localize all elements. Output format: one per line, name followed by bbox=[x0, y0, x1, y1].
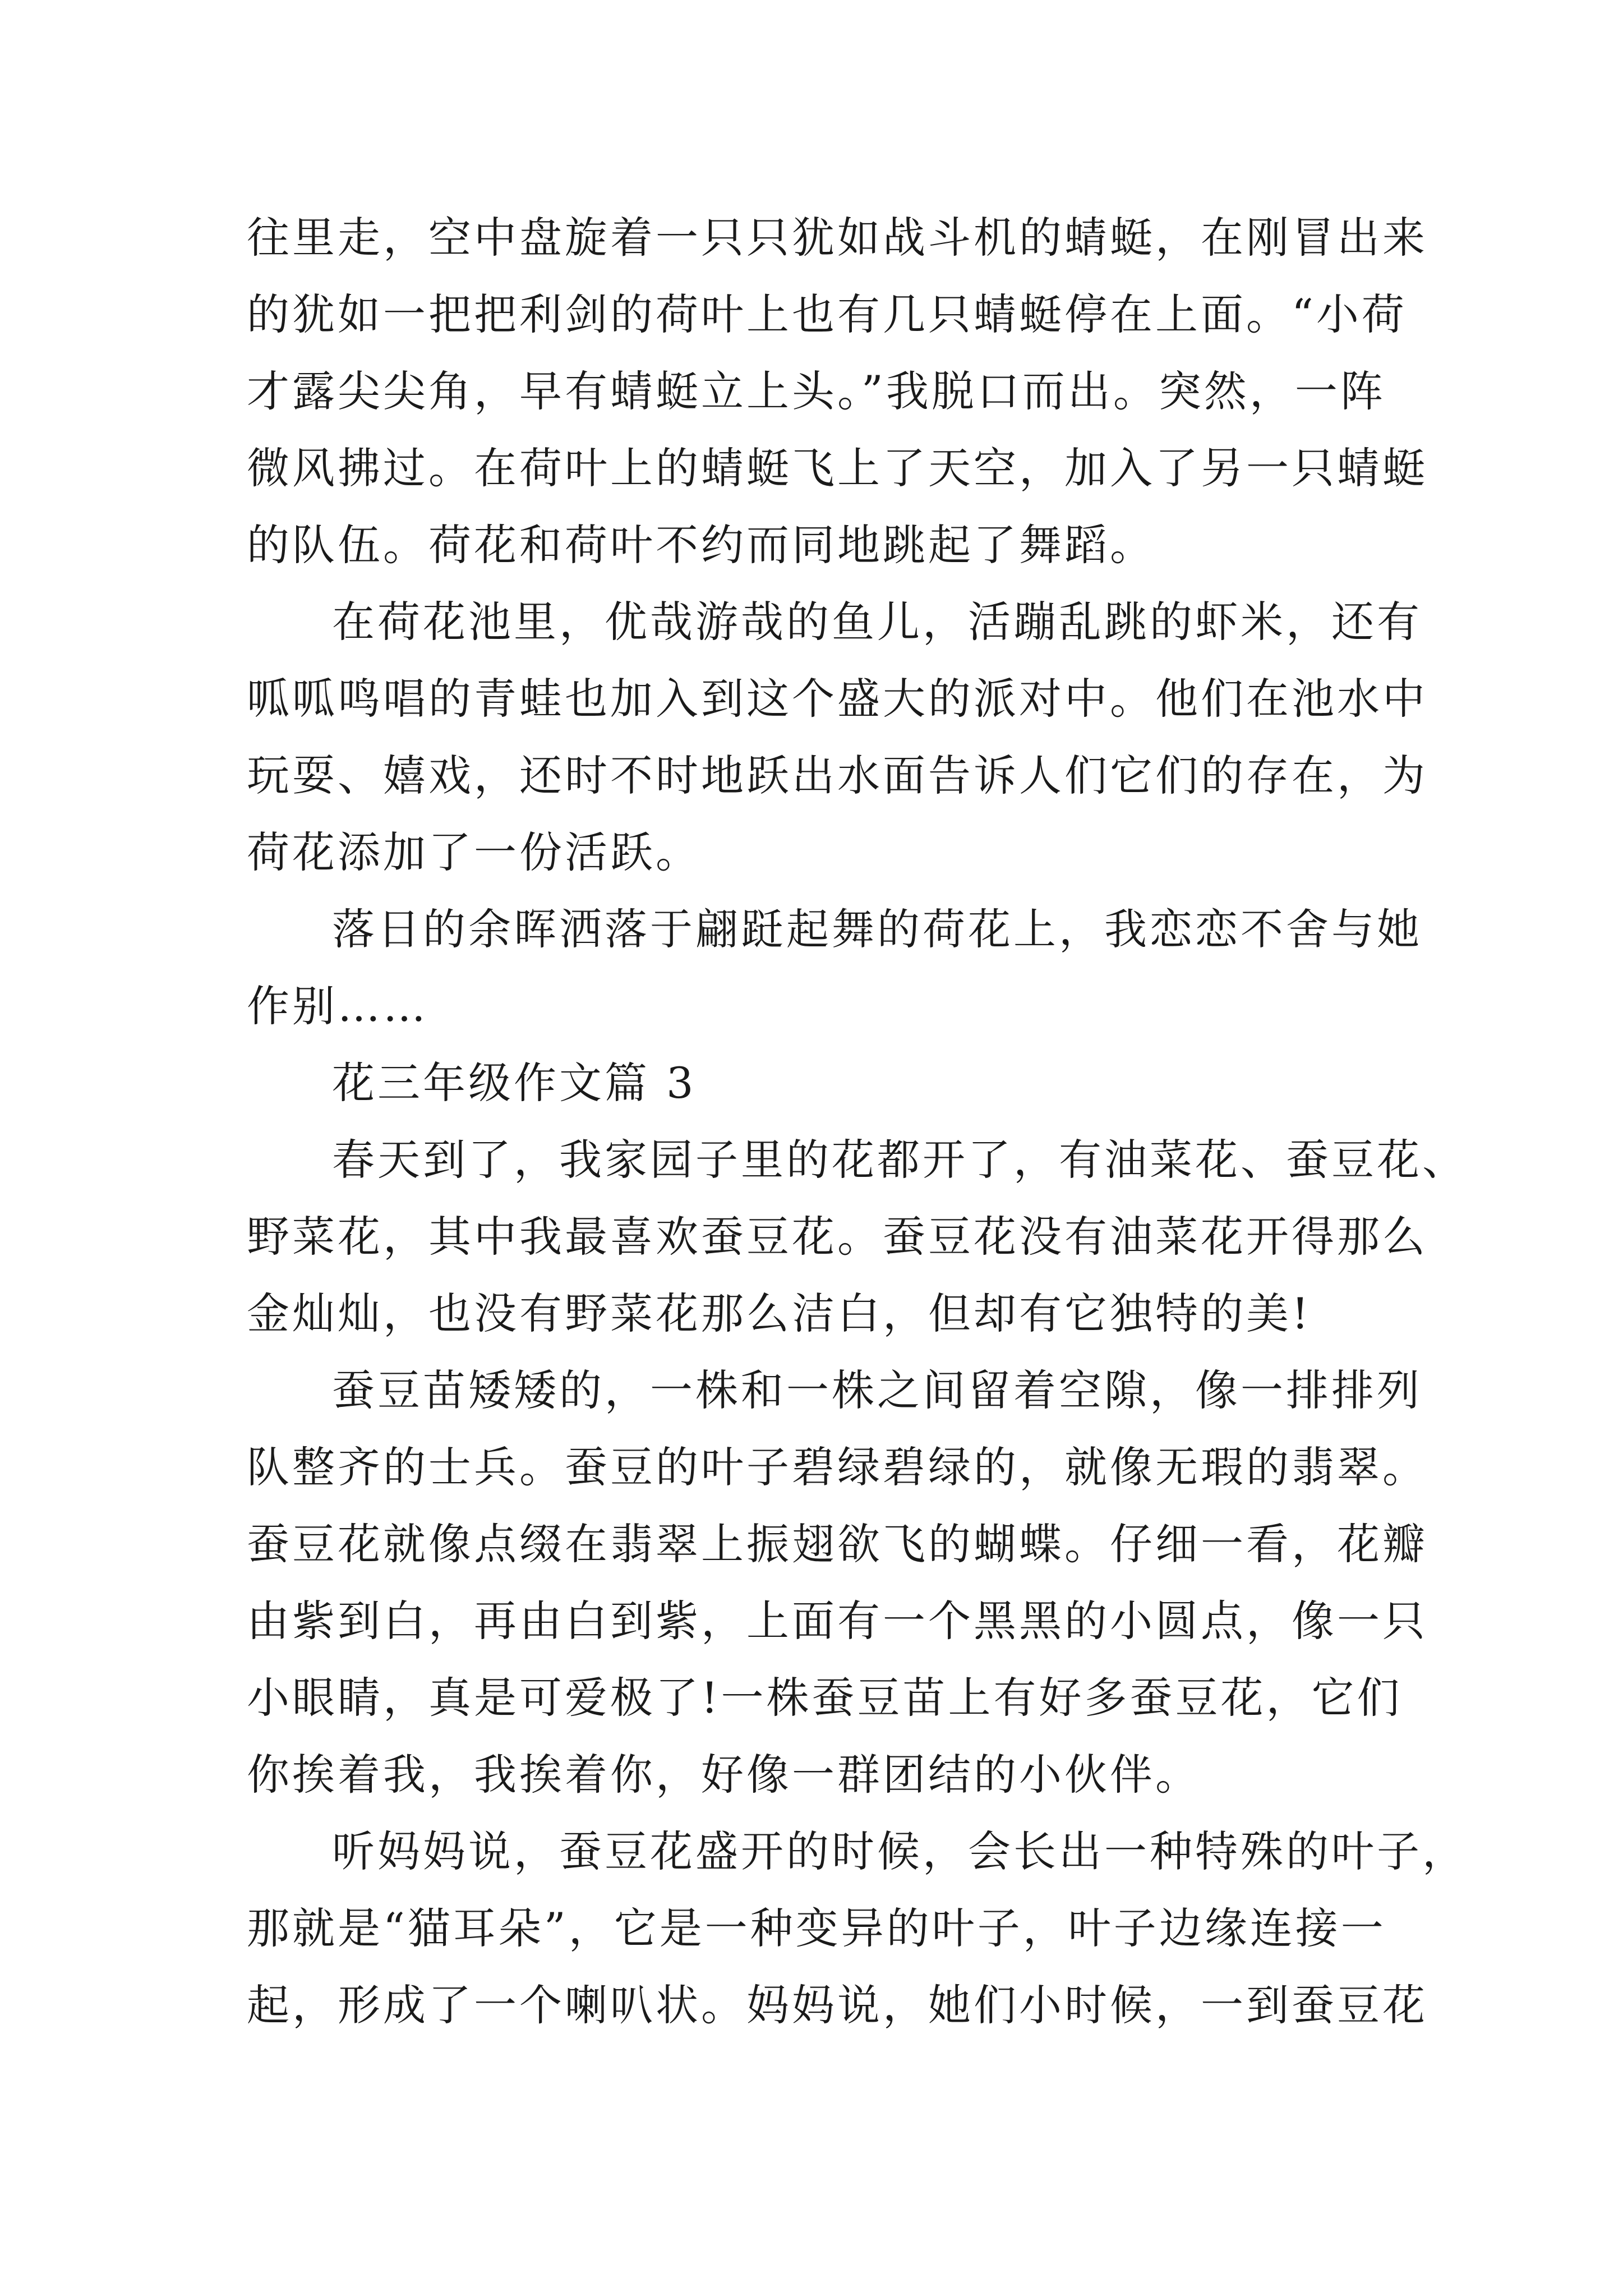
text-line: 野菜花，其中我最喜欢蚕豆花。蚕豆花没有油菜花开得那么 bbox=[247, 1212, 1428, 1262]
paragraph-start-line: 蚕豆苗矮矮的，一株和一株之间留着空隙，像一排排列 bbox=[332, 1365, 1422, 1415]
section-heading: 花三年级作文篇 3 bbox=[332, 1058, 697, 1108]
text-line: 荷花添加了一份活跃。 bbox=[247, 827, 701, 877]
text-line: 的犹如一把把利剑的荷叶上也有几只蜻蜓停在上面。“小荷 bbox=[247, 289, 1407, 339]
text-line: 玩耍、嬉戏，还时不时地跃出水面告诉人们它们的存在，为 bbox=[247, 751, 1428, 800]
text-line: 你挨着我，我挨着你，好像一群团结的小伙伴。 bbox=[247, 1750, 1201, 1800]
text-line: 呱呱鸣唱的青蛙也加入到这个盛大的派对中。他们在池水中 bbox=[247, 674, 1428, 724]
text-line: 往里走，空中盘旋着一只只犹如战斗机的蜻蜓，在刚冒出来 bbox=[247, 213, 1428, 263]
text-line: 作别…… bbox=[247, 981, 428, 1031]
text-line: 队整齐的士兵。蚕豆的叶子碧绿碧绿的，就像无瑕的翡翠。 bbox=[247, 1442, 1428, 1492]
paragraph-start-line: 落日的余晖洒落于翩跹起舞的荷花上，我恋恋不舍与她 bbox=[332, 904, 1422, 954]
text-line: 微风拂过。在荷叶上的蜻蜓飞上了天空，加入了另一只蜻蜓 bbox=[247, 443, 1428, 493]
text-line: 小眼睛，真是可爱极了!一株蚕豆苗上有好多蚕豆花，它们 bbox=[247, 1673, 1403, 1723]
text-line: 那就是“猫耳朵”，它是一种变异的叶子，叶子边缘连接一 bbox=[247, 1903, 1386, 1953]
text-line: 起，形成了一个喇叭状。妈妈说，她们小时候，一到蚕豆花 bbox=[247, 1980, 1428, 2030]
text-line: 由紫到白，再由白到紫，上面有一个黑黑的小圆点，像一只 bbox=[247, 1596, 1428, 1646]
paragraph-start-line: 听妈妈说，蚕豆花盛开的时候，会长出一种特殊的叶子， bbox=[332, 1826, 1468, 1876]
document-body bbox=[247, 199, 1468, 2044]
text-line: 才露尖尖角，早有蜻蜓立上头。”我脱口而出。突然，一阵 bbox=[247, 366, 1386, 416]
text-line: 金灿灿，也没有野菜花那么洁白，但却有它独特的美! bbox=[247, 1289, 1312, 1338]
text-line: 的队伍。荷花和荷叶不约而同地跳起了舞蹈。 bbox=[247, 520, 1155, 570]
text-line: 蚕豆花就像点缀在翡翠上振翅欲飞的蝴蝶。仔细一看，花瓣 bbox=[247, 1519, 1428, 1569]
paragraph-start-line: 在荷花池里，优哉游哉的鱼儿，活蹦乱跳的虾米，还有 bbox=[332, 597, 1422, 647]
paragraph-start-line: 春天到了，我家园子里的花都开了，有油菜花、蚕豆花、 bbox=[332, 1135, 1468, 1185]
